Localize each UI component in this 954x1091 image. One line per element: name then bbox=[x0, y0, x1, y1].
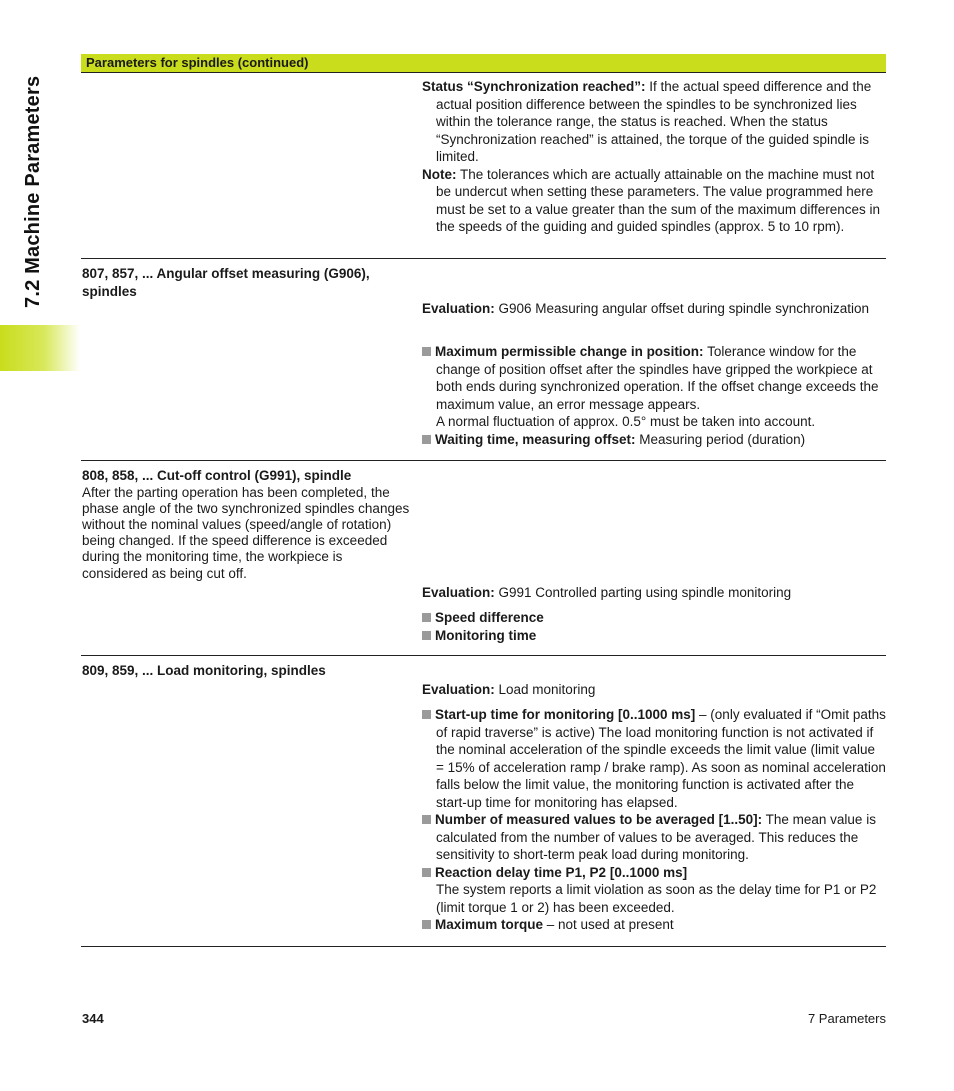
param-808-evaluation bbox=[422, 584, 886, 602]
table-header-title: Parameters for spindles (continued) bbox=[86, 55, 309, 70]
param-808-title: 808, 858, ... Cut-off control (G991), spindle bbox=[82, 468, 352, 483]
square-bullet-icon bbox=[422, 631, 431, 640]
side-tab-marker bbox=[0, 325, 80, 371]
status-heading: Status “Synchronization reached”: bbox=[422, 79, 646, 94]
divider bbox=[81, 258, 886, 259]
list-item: Start-up time for monitoring [0..1000 ms] – (only evaluated if “Omit paths of rapid traverse” is active) The load monitoring function is not activated if the nominal acceleration of the spindle exceeds the limit value (limit value = 15% of acceleration ramp / brake ramp). As soon as nominal acceleration falls below the limit value, the monitoring function is activated after the start-up time for monitoring has elapsed. bbox=[422, 706, 886, 811]
divider bbox=[81, 72, 886, 73]
status-text: If the actual speed difference and the actual position difference between the spindles to be synchronized lies within the tolerance range, the status is reached. When the status “Synchronization reached” is attained, the torque of the guided spindle is limited. bbox=[436, 79, 872, 164]
list-item: Number of measured values to be averaged [1..50]: The mean value is calculated from the number of values to be averaged. This reduces the sensitivity to short-term peak load during monitoring. bbox=[422, 811, 886, 864]
square-bullet-icon bbox=[422, 710, 431, 719]
param-807-bullets bbox=[422, 343, 886, 448]
param-808-description: After the parting operation has been completed, the phase angle of the two synchronized spindles changes without the nominal values (speed/angle of rotation) being changed. If the speed difference is exceeded during the monitoring time, the workpiece is considered as being cut off. bbox=[82, 484, 410, 581]
evaluation-label: Evaluation: bbox=[422, 301, 495, 316]
list-item: Monitoring time bbox=[422, 627, 886, 645]
param-809-bullets bbox=[422, 706, 886, 934]
page-number: 344 bbox=[82, 1011, 104, 1026]
param-807-evaluation bbox=[422, 300, 886, 318]
divider bbox=[81, 460, 886, 461]
param-809-title: 809, 859, ... Load monitoring, spindles bbox=[82, 663, 326, 678]
param-808-bullets bbox=[422, 609, 886, 644]
evaluation-text: G906 Measuring angular offset during spindle synchronization bbox=[494, 301, 869, 316]
evaluation-text: G991 Controlled parting using spindle monitoring bbox=[494, 585, 792, 600]
square-bullet-icon bbox=[422, 920, 431, 929]
square-bullet-icon bbox=[422, 435, 431, 444]
divider bbox=[81, 946, 886, 947]
evaluation-text: Load monitoring bbox=[494, 682, 596, 697]
list-item: Maximum permissible change in position: Tolerance window for the change of position offset after the spindles have gripped the workpiece at both ends during synchronized operation. If the offset change exceeds the maximum value, an error message appears. bbox=[422, 343, 886, 413]
list-item: Maximum torque – not used at present bbox=[422, 916, 886, 934]
list-item-continuation: The system reports a limit violation as soon as the delay time for P1 or P2 (limit torque 1 or 2) has been exceeded. bbox=[436, 882, 877, 915]
param-807-title: 807, 857, ... Angular offset measuring (G906), spindles bbox=[82, 266, 370, 299]
square-bullet-icon bbox=[422, 347, 431, 356]
list-item: Waiting time, measuring offset: Measuring period (duration) bbox=[422, 431, 886, 449]
side-section-title: 7.2 Machine Parameters bbox=[22, 75, 44, 308]
note-text: The tolerances which are actually attainable on the machine must not be undercut when setting these parameters. The value programmed here must be set to a value greater than the sum of the maximum differences in the speeds of the guiding and guided spindles (approx. 5 to 10 rpm). bbox=[436, 166, 880, 234]
list-item: Speed difference bbox=[422, 609, 886, 627]
list-item-continuation: A normal fluctuation of approx. 0.5° must be taken into account. bbox=[436, 414, 816, 429]
param-809-evaluation bbox=[422, 681, 886, 699]
divider bbox=[81, 655, 886, 656]
chapter-label: 7 Parameters bbox=[807, 1011, 886, 1026]
evaluation-label: Evaluation: bbox=[422, 682, 495, 697]
status-sync-description bbox=[422, 78, 886, 236]
list-item: Reaction delay time P1, P2 [0..1000 ms] bbox=[422, 864, 886, 882]
square-bullet-icon bbox=[422, 868, 431, 877]
note-heading: Note: bbox=[422, 166, 457, 182]
square-bullet-icon bbox=[422, 613, 431, 622]
param-808-block bbox=[82, 467, 412, 582]
square-bullet-icon bbox=[422, 815, 431, 824]
evaluation-label: Evaluation: bbox=[422, 585, 495, 600]
